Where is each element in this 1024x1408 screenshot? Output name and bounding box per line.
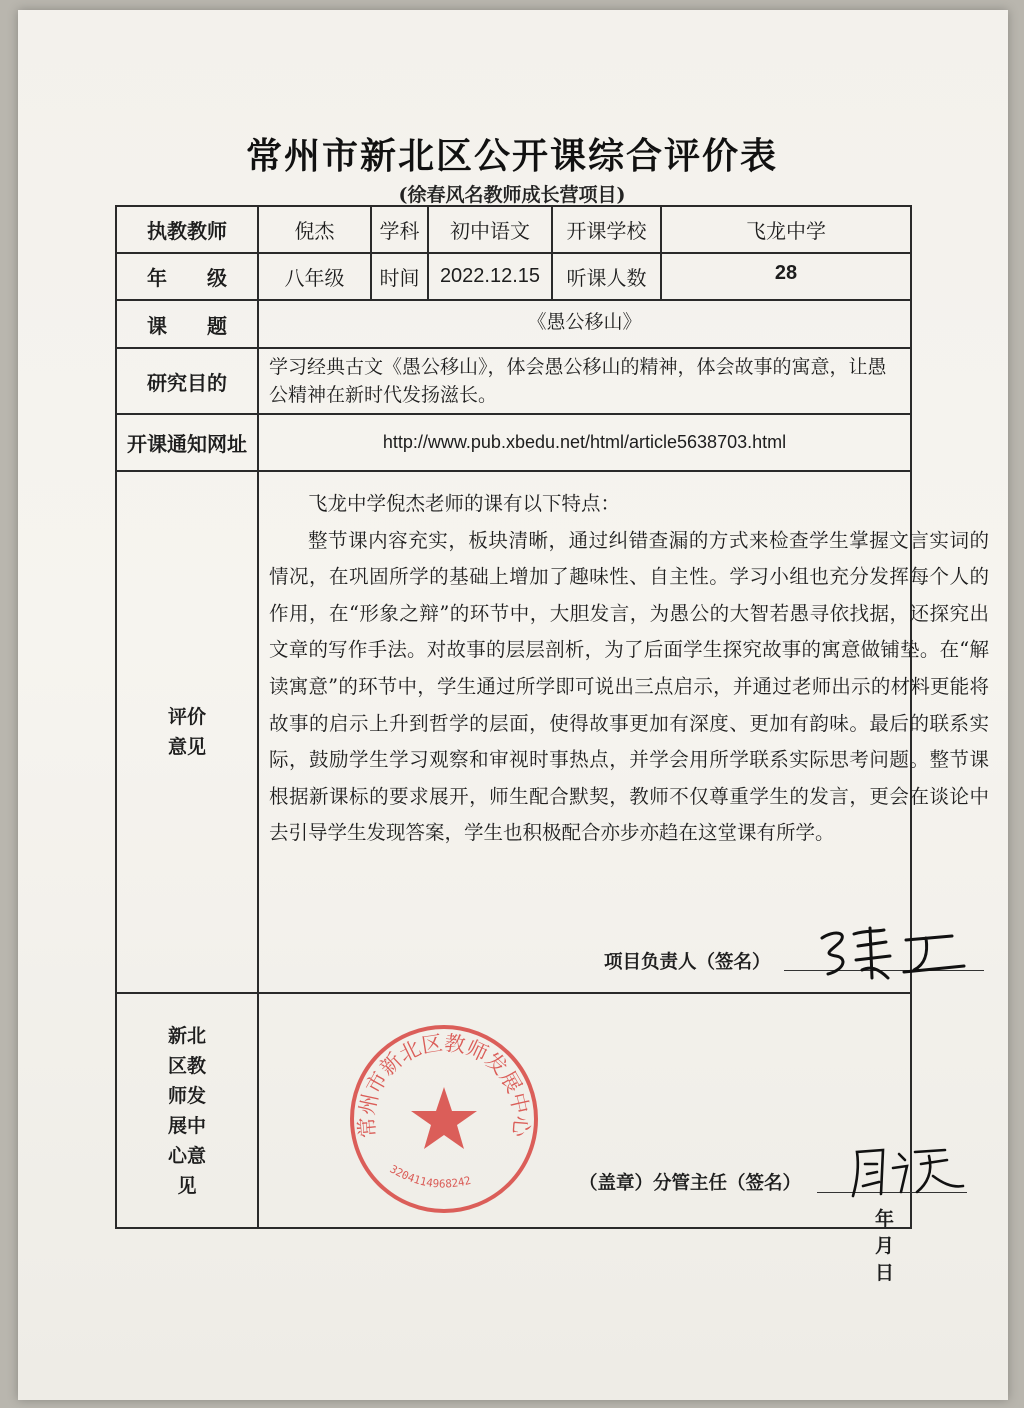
evaluation-text (269, 486, 989, 852)
subject-value: 初中语文 (428, 206, 552, 253)
row-grade (116, 253, 911, 300)
purpose-value: 学习经典古文《愚公移山》，体会愚公移山的精神，体会故事的寓意，让愚公精神在新时代发扬滋长。 (258, 348, 911, 414)
center-label-line: 新北 (167, 1024, 206, 1047)
date-field: 年 月 日 (874, 1208, 894, 1284)
time-label: 时间 (371, 253, 428, 300)
time-value: 2022.12.15 (428, 253, 552, 300)
director-signature-label: （盖章）分管主任（签名） (579, 1173, 802, 1194)
center-opinion-cell (258, 993, 911, 1284)
seal-name: 常州市新北区教师发展中心 (354, 1030, 534, 1139)
grade-label: 年 级 (116, 253, 258, 300)
audience-value: 28 (661, 253, 911, 300)
evaluation-form-table (115, 205, 989, 1284)
evaluation-intro: 飞龙中学倪杰老师的课有以下特点： (308, 492, 621, 515)
center-label-line: 展中 (167, 1114, 206, 1137)
form-subtitle: (徐春风名教师成长营项目) (398, 184, 626, 206)
school-value: 飞龙中学 (661, 206, 911, 253)
form-title: 常州市新北区公开课综合评价表 (245, 136, 778, 177)
url-label: 开课通知网址 (116, 414, 258, 471)
row-purpose (116, 348, 911, 414)
official-seal (344, 1019, 544, 1219)
teacher-label: 执教教师 (116, 206, 258, 253)
center-label (116, 993, 258, 1228)
evaluation-body: 整节课内容充实，板块清晰，通过纠错查漏的方式来检查学生掌握文言实词的情况，在巩固所学的基础上增加了趣味性、自主性。学习小组也充分发挥每个人的作用，在“形象之辩”的环节中，大胆发言，为愚公的大智若愚寻依找据，还探究出文章的写作手法。对故事的层层剖析，为了后面学生探究故事的寓意做铺垫。在“解读寓意”的环节中，学生通过所学即可说出三点启示，并通过老师出示的材料更能将故事的启示上升到哲学的层面，使得故事更加有深度、更加有韵味。最后的联系实际，鼓励学生学习观察和审视时事热点，并学会用所学联系实际思考问题。整节课根据新课标的要求展开，师生配合默契，教师不仅尊重学生的发言，更会在谈论中去引导学生发现答案，学生也积极配合亦步亦趋在这堂课有所学。 (269, 528, 989, 845)
notice-url: http://www.pub.xbedu.net/html/article5638703.html (258, 414, 911, 471)
center-label-line: 区教 (167, 1054, 206, 1077)
teacher-value: 倪杰 (258, 206, 371, 253)
row-center-opinion (116, 993, 911, 1228)
project-lead-signature (814, 920, 974, 990)
center-label-line: 见 (177, 1174, 197, 1197)
row-url (116, 414, 911, 471)
svg-text:3204114968242 (388, 1162, 473, 1190)
row-topic (116, 300, 911, 348)
audience-label: 听课人数 (552, 253, 661, 300)
center-label-line: 师发 (167, 1084, 206, 1107)
topic-value: 《愚公移山》 (258, 300, 911, 348)
seal-number: 3204114968242 (387, 1162, 473, 1191)
purpose-label: 研究目的 (116, 348, 258, 414)
school-label: 开课学校 (552, 206, 661, 253)
evaluation-label-line1: 评价 (167, 706, 206, 728)
evaluation-cell (258, 471, 989, 993)
evaluation-label (116, 471, 258, 993)
project-lead-signature-label: 项目负责人（签名） (604, 952, 771, 973)
grade-value: 八年级 (258, 253, 371, 300)
row-teacher (116, 206, 911, 253)
director-signature (847, 1142, 967, 1202)
evaluation-label-line2: 意见 (167, 736, 206, 758)
subject-label: 学科 (371, 206, 428, 253)
row-evaluation (116, 471, 911, 993)
center-label-line: 心意 (167, 1144, 206, 1167)
topic-label: 课 题 (116, 300, 258, 348)
